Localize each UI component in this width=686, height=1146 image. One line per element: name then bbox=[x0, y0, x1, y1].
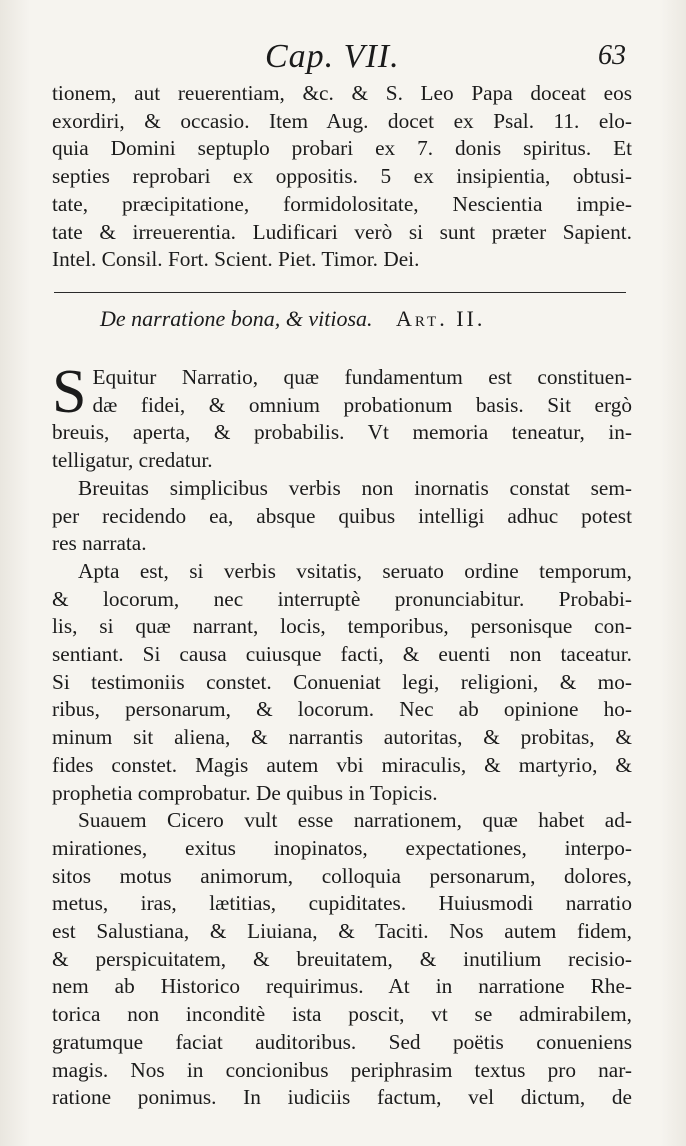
section-title: De narratione bona, & vitiosa. bbox=[100, 306, 373, 331]
paragraph-2 bbox=[52, 475, 632, 558]
text-line: nem ab Historico requirimus. At in narratione Rhe- bbox=[52, 974, 632, 999]
text-line: gratumque faciat auditoribus. Sed poëtis conueniens bbox=[52, 1029, 632, 1054]
text-line: prophetia comprobatur. De quibus in Topicis. bbox=[52, 780, 438, 805]
text-line: per recidendo ea, absque quibus intelligi adhuc potest bbox=[52, 503, 632, 528]
text-line: ribus, personarum, & locorum. Nec ab opinione ho- bbox=[52, 697, 632, 722]
running-head: Cap. VII. bbox=[265, 38, 400, 75]
text-line: Si testimoniis constet. Conueniat legi, religioni, & mo- bbox=[52, 669, 632, 694]
text-line: lis, si quæ narrant, locis, temporibus, personisque con- bbox=[52, 614, 632, 639]
text-line: Breuitas simplicibus verbis non inornatis constat sem- bbox=[78, 475, 632, 500]
text-line: Equitur Narratio, quæ fundamentum est constituen- bbox=[92, 365, 632, 389]
text-line: quia Domini septuplo probari ex 7. donis spiritus. Et bbox=[52, 136, 632, 161]
text-line: sentiant. Si causa cuiusque facti, & euenti non taceatur. bbox=[52, 642, 632, 667]
drop-cap: S bbox=[52, 358, 87, 426]
page-header bbox=[60, 38, 626, 78]
text-line: metus, iras, lætitias, cupiditates. Huiusmodi narratio bbox=[52, 891, 632, 916]
section-divider bbox=[54, 292, 626, 293]
text-line: & perspicuitatem, & breuitatem, & inutilium recisio- bbox=[52, 946, 632, 971]
text-line: ratione ponimus. In iudiciis factum, vel dictum, de bbox=[52, 1085, 632, 1110]
text-line: dæ fidei, & omnium probationum basis. Sit ergò bbox=[92, 392, 632, 417]
text-line: tionem, aut reuerentiam, &c. & S. Leo Papa doceat eos bbox=[52, 81, 632, 105]
text-line: septies reprobari ex oppositis. 5 ex insipientia, obtusi- bbox=[52, 164, 632, 189]
text-line: sitos motus animorum, colloquia personarum, dolores, bbox=[52, 863, 632, 888]
text-line: tate & irreuerentia. Ludificari verò si sunt præter Sapient. bbox=[52, 219, 632, 244]
text-line: exordiri, & occasio. Item Aug. docet ex Psal. 11. elo- bbox=[52, 108, 632, 133]
text-line: telligatur, credatur. bbox=[52, 448, 213, 473]
text-line: torica non inconditè ista poscit, vt se admirabilem, bbox=[52, 1002, 632, 1027]
text-line: mirationes, exitus inopinatos, expectationes, interpo- bbox=[52, 835, 632, 860]
paragraph-4 bbox=[52, 807, 632, 1112]
text-line: Apta est, si verbis vsitatis, seruato ordine temporum, bbox=[78, 558, 632, 583]
text-line: est Salustiana, & Liuiana, & Taciti. Nos autem fidem, bbox=[52, 919, 632, 944]
continuation-paragraph bbox=[52, 80, 632, 274]
section-body bbox=[52, 358, 632, 1112]
page-number: 63 bbox=[598, 40, 626, 71]
text-line: fides constet. Magis autem vbi miraculis, & martyrio, & bbox=[52, 752, 632, 777]
text-line: res narrata. bbox=[52, 531, 147, 556]
text-line: tate, præcipitatione, formidolositate, Nescientia impie- bbox=[52, 191, 632, 216]
article-number: Art. II. bbox=[396, 306, 486, 331]
section-heading bbox=[100, 306, 620, 332]
paragraph-1 bbox=[52, 358, 632, 475]
text-line: Intel. Consil. Fort. Scient. Piet. Timor. Dei. bbox=[52, 247, 420, 272]
text-line: breuis, aperta, & probabilis. Vt memoria teneatur, in- bbox=[52, 420, 632, 445]
paragraph-3 bbox=[52, 558, 632, 807]
text-line: minum sit aliena, & narrantis autoritas, & probitas, & bbox=[52, 725, 632, 750]
text-line: & locorum, nec interruptè pronunciabitur. Probabi- bbox=[52, 586, 632, 611]
text-line: magis. Nos in concionibus periphrasim textus pro nar- bbox=[52, 1057, 632, 1082]
text-line: Suauem Cicero vult esse narrationem, quæ habet ad- bbox=[78, 808, 632, 833]
